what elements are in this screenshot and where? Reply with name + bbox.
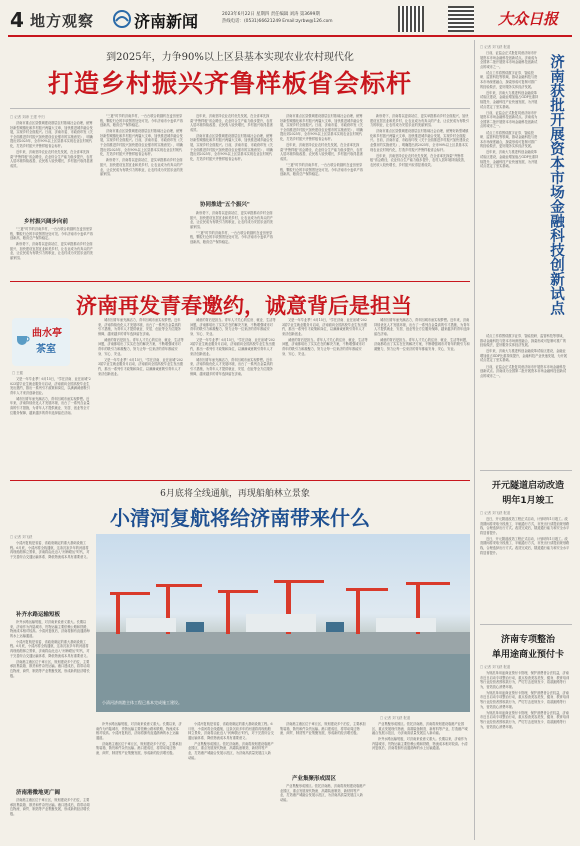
masthead-meta-1: 2023年6月22日 星期四 责任编辑 刘涛 第3699期 [222,12,320,17]
second-column-4 [282,318,368,477]
masthead [0,0,580,40]
paragraph: 济南港主港区位于章丘区，规划建设多个泊位，主要承担集装箱、散货和件杂货运输。港口建成后，将带动周边物流、商贸、制造等产业集聚发展，形成新的经济增长极。 [280,722,366,736]
paragraph: 日前，证监会正式批复同意济南市开展资本市场金融科技创新试点。济南成为全国第二批开展资本市场金融科技创新试点的城市之一。 [480,364,567,378]
paragraph: 试点工作将围绕数字证券、智能投研、监管科技等领域，推动金融科技与资本市场深度融合，探索形成可复制可推广的经验做法，更好服务实体经济发展。 [480,130,538,149]
brief2-headline: 济南专项整治 [500,635,555,645]
paragraph: "三夏"时节的济南乡村，一台台联合收割机在麦田里穿梭，颗粒归仓的丰收图景处处可见。今年济南市小麦单产再创新高，粮食总产保持稳定。 [190,230,273,245]
paragraph: 近日，开元隧道改造工程正式启动，计划明年1月竣工。改造期间将采取分段施工、半幅通行方式，市民出行请提前规划路线，合理选择出行方式。改造完成后，隧道通行能力和安全水平将显著提升。 [480,536,570,555]
section-rule [10,281,470,282]
paragraph: 补齐水路运输短板，对济南来说意义重大。长期以来，济南作为内陆城市，货物运输主要依赖公路和铁路，物流成本相对较高。小清河复航后，济南将拥有直通渤海的水上运输通道。 [372,737,468,751]
paragraph: 近日，开元隧道改造工程正式启动，计划明年1月竣工。改造期间将采取分段施工、半幅通行方式，市民出行请提前规划路线，合理选择出行方式。改造完成后，隧道通行能力和安全水平将显著提升。 [480,517,570,535]
paragraph: 新形势下，济南将以更高站位、更实举措推动乡村全面振兴，加快建设宜居宜业和美乡村，让农业成为有奔头的产业，让农民成为有吸引力的职业，让农村成为安居乐业的美丽家园。 [190,211,273,229]
paragraph: 产业集聚形成固区。依托济南港，济南将规划建设临港产业园区，重点发展现代物流、高端装备制造、新材料等产业，打造港产城融合发展示范区，为济南高质量发展注入新动能。 [188,741,274,760]
port-photo [96,534,470,712]
paragraph: 小清河复航是省委、省政府确定的重大基础设施工程。6月底，小清河将全线通航，这条沉寂多年的河道将再现船舶林立景象，济南将由此迈入"河海联运"时代，对于完善综合交通运输体系、降低物流成本具有重要意义。 [10,639,90,658]
paragraph: 城市因青年而充满活力，青年因城市而实现梦想。近年来，济南持续优化人才发展环境，出台了一系列含金量高的引才措施，为青年人才提供就业、安居、创业等全方位服务保障，越来越多的青年选择留在济南。 [374,318,470,336]
brief1-sub: 明年1月竣工 [502,496,554,506]
lead-column-1 [10,121,94,217]
third-column-3 [188,722,274,842]
third-column-1b [10,620,90,784]
second-column-3 [190,318,276,477]
paragraph: 城市因青年而充满活力，青年因城市而实现梦想。近年来，济南持续优化人才发展环境，出台了一系列含金量高的引才措施，为青年人才提供就业、安居、创业等全方位服务保障，越来越多的青年选择留在济南。 [10,396,90,415]
divider [10,108,470,109]
paragraph: 又是一年毕业季！6月15日，"学在济南、业在泉城"2023届毕业生就业服务月启动，济南面向全国高校毕业生发出邀约，推出一系列引才政策和岗位，以满满诚意吸引青年人才来济创新创业。 [190,337,275,356]
third-headline: 小清河复航将给济南带来什么 [110,506,370,530]
paragraph: 近年来，济南大力推进科创金融改革试验区建设，金融业增加值占GDP比重持续提升，金融科技产业快速发展，为开展试点奠定了坚实基础。 [480,150,539,169]
paragraph: 小清河复航是省委、省政府确定的重大基础设施工程。6月底，小清河将全线通航，这条沉寂多年的河道将再现船舶林立景象，济南将由此迈入"河海联运"时代，对于完善综合交通运输体系、降低物流成本具有重要意义。 [10,541,90,559]
paragraph: 诚意的背后是担当。青年人才关心的住房、就业、生活等问题，济南都给出了实实在在的解决方案，不断增强城市对青年的吸引力和凝聚力，努力让每一位来济的青年都能安身、安心、安业。 [98,337,184,356]
paragraph: "三夏"时节的济南乡村，一台台联合收割机在麦田里穿梭，颗粒归仓的丰收图景处处可见。今年济南市小麦单产再创新高，粮食总产保持稳定。 [10,227,93,241]
paragraph: 为规范单用途商业预付卡管理，保护消费者合法权益，济南市近日启动专项整治行动，重点检查美容美发、健身、教育培训等行业经营者预收款行为，严厉打击违规发卡、卷款跑路等行为，营造放心消费环境。 [480,690,570,709]
masthead-rule [8,35,572,37]
paragraph: "三夏"时节的济南乡村，一台台联合收割机在麦田里穿梭，颗粒归仓的丰收图景处处可见。今年济南市小麦单产再创新高，粮食总产保持稳定。 [100,114,183,128]
second-column-1 [10,377,92,477]
lead-subhead-2: 协同推进"五个振兴" [200,202,250,208]
lead-column-4 [280,114,364,277]
paragraph: 日前，证监会正式批复同意济南市开展资本市场金融科技创新试点。济南成为全国第二批开展资本市场金融科技创新试点的城市之一。 [480,110,538,129]
paragraph: 新形势下，济南将以更高站位、更实举措推动乡村全面振兴，加快建设宜居宜业和美乡村，让农业成为有奔头的产业，让农民成为有吸引力的职业，让农村成为安居乐业的美丽家园。 [10,242,93,261]
brief2-body [480,671,570,841]
column-logo [12,318,70,366]
paragraph: 新形势下，济南将以更高站位、更实举措推动乡村全面振兴，加快建设宜居宜业和美乡村，让农业成为有奔头的产业，让农民成为有吸引力的职业，让农村成为安居乐业的美丽家园。 [370,114,469,128]
paragraph: 又是一年毕业季！6月15日，"学在济南、业在泉城"2023届毕业生就业服务月启动，济南面向全国高校毕业生发出邀约，推出一系列引才政策和岗位，以满满诚意吸引青年人才来济创新创业。 [98,357,183,376]
paragraph: 近年来，济南大力推进科创金融改革试验区建设，金融业增加值占GDP比重持续提升，金融科技产业快速发展，为开展试点奠定了坚实基础。 [480,90,539,109]
paragraph: 小清河复航是省委、省政府确定的重大基础设施工程。6月底，小清河将全线通航，这条沉寂多年的河道将再现船舶林立景象，济南将由此迈入"河海联运"时代，对于完善综合交通运输体系、降低物流成本具有重要意义。 [188,722,274,740]
paragraph: 近年来，济南大力推进科创金融改革试验区建设，金融业增加值占GDP比重持续提升，金融科技产业快速发展，为开展试点奠定了坚实基础。 [480,349,567,363]
paragraph: 近年来，济南坚持农业农村优先发展，在全省率先探索"齐鲁样板"省会路径，农业综合生产能力稳步提升，农村人居环境持续改善，农民收入较快增长，乡村振兴取得显著成效。 [10,150,93,168]
paragraph: 日前，证监会正式批复同意济南市开展资本市场金融科技创新试点。济南成为全国第二批开展资本市场金融科技创新试点的城市之一。 [480,51,538,69]
section-rule [10,480,470,481]
third-subhead-1: 补齐水路运输短板 [16,612,61,618]
lead-byline: □ 记者 刘涛 王建 中归 [10,115,45,119]
second-column-2 [98,318,184,477]
paragraph: 补齐水路运输短板，对济南来说意义重大。长期以来，济南作为内陆城市，货物运输主要依赖公路和铁路，物流成本相对较高。小清河复航后，济南将拥有直通渤海的水上运输通道。 [96,722,182,740]
brief1-byline: □ 记者 刘飞跃 报道 [480,511,511,515]
paragraph: 又是一年毕业季！6月15日，"学在济南、业在泉城"2023届毕业生就业服务月启动，济南面向全国高校毕业生发出邀约，推出一系列引才政策和岗位，以满满诚意吸引青年人才来济创新创业。 [10,377,91,395]
third-column-5 [372,722,470,842]
paragraph: 诚意的背后是担当。青年人才关心的住房、就业、生活等问题，济南都给出了实实在在的解决方案，不断增强城市对青年的吸引力和凝聚力，努力让每一位来济的青年都能安身、安心、安业。 [374,337,470,352]
paragraph: 近年来，济南坚持农业农村优先发展，在全省率先探索"齐鲁样板"省会路径，农业综合生产能力稳步提升，农村人居环境持续改善，农民收入较快增长，乡村振兴取得显著成效。 [280,143,363,161]
column-divider [474,40,475,840]
column-logo-line1: 曲水亭 [32,328,62,339]
divider [480,624,572,625]
teacup-icon [15,330,31,346]
paragraph: 诚意的背后是担当。青年人才关心的住房、就业、生活等问题，济南都给出了实实在在的解决方案，不断增强城市对青年的吸引力和凝聚力，努力让每一位来济的青年都能安身、安心、安业。 [190,318,276,336]
photo-caption: 小清河济南港主体工程已基本完成施工建设。 [102,700,182,705]
right-byline: □ 记者 刘飞跃 报道 [480,45,511,49]
second-column-5 [374,318,470,477]
paragraph: 又是一年毕业季！6月15日，"学在济南、业在泉城"2023届毕业生就业服务月启动，济南面向全国高校毕业生发出邀约，推出一系列引才政策和岗位，以满满诚意吸引青年人才来济创新创业。 [282,318,367,336]
paragraph: 为规范单用途商业预付卡管理，保护消费者合法权益，济南市近日启动专项整治行动，重点检查美容美发、健身、教育培训等行业经营者预收款行为，严厉打击违规发卡、卷款跑路等行为，营造放心消费环境。 [480,671,570,689]
paragraph: 济南港主港区位于章丘区，规划建设多个泊位，主要承担集装箱、散货和件杂货运输。港口建成后，将带动周边物流、商贸、制造等产业集聚发展，形成新的经济增长极。 [10,659,90,678]
paragraph: 济南市重点区县强调建设基层农村基础社会治理，统筹好新型城镇化和乡村振兴两篇大文章，加快推进城乡融合发展，实现乡村全面振兴。日前，济南市委、市政府印发《关于全面推进乡村振兴加快建设农业强市的实施意见》，明确提出到2025年，全市90%以上区县基本实现农业农村现代化，打造乡村振兴齐鲁样板省会标杆。 [10,121,93,148]
third-subhead-3: 产业集聚形成固区 [292,776,337,782]
lead-column-3 [190,114,274,198]
lead-column-2 [100,114,184,277]
column-logo-line2: 茶室 [36,344,56,355]
third-subhead-2: 济南港微地更广阔 [16,790,61,796]
paragraph: 济南港主港区位于章丘区，规划建设多个泊位，主要承担集装箱、散货和件杂货运输。港口建成后，将带动周边物流、商贸、制造等产业集聚发展，形成新的经济增长极。 [10,798,90,816]
right-column-a [480,51,540,331]
lead-column-1b [10,227,94,277]
second-byline: □ 王健 [12,371,24,375]
paragraph: 补齐水路运输短板，对济南来说意义重大。长期以来，济南作为内陆城市，货物运输主要依赖公路和铁路，物流成本相对较高。小清河复航后，济南将拥有直通渤海的水上运输通道。 [10,620,90,638]
paragraph: 诚意的背后是担当。青年人才关心的住房、就业、生活等问题，济南都给出了实实在在的解决方案，不断增强城市对青年的吸引力和凝聚力，努力让每一位来济的青年都能安身、安心、安业。 [282,337,368,356]
subsection-title: 济南新闻 [134,12,199,31]
brief1-headline: 开元隧道启动改造 [491,481,564,491]
third-column-2 [96,722,182,842]
paragraph: "三夏"时节的济南乡村，一台台联合收割机在麦田里穿梭，颗粒归仓的丰收图景处处可见。今年济南市小麦单产再创新高，粮食总产保持稳定。 [280,162,363,177]
lead-headline: 打造乡村振兴齐鲁样板省会标杆 [47,69,412,98]
section-emblem-icon [112,9,132,29]
page-number: 4 [10,8,24,32]
paragraph: 试点工作将围绕数字证券、智能投研、监管科技等领域，推动金融科技与资本市场深度融合，探索形成可复制可推广的经验做法，更好服务实体经济发展。 [480,334,567,348]
third-column-4b [280,784,366,842]
paragraph: 新形势下，济南将以更高站位、更实举措推动乡村全面振兴，加快建设宜居宜业和美乡村，让农业成为有奔头的产业，让农民成为有吸引力的职业，让农村成为安居乐业的美丽家园。 [100,158,183,177]
masthead-meta-2: 热线电话：(0531)66621249 Email:zyrbw@126.com [222,19,333,24]
lead-kicker: 到2025年，力争90%以上区县基本实现农业农村现代化 [106,52,354,63]
right-column-b [480,334,568,468]
divider [480,470,572,471]
port-scene [96,534,470,712]
third-column-1 [10,541,90,607]
paragraph: 产业集聚形成固区。依托济南港，济南将规划建设临港产业园区，重点发展现代物流、高端装备制造、新材料等产业，打造港产城融合发展示范区，为济南高质量发展注入新动能。 [372,722,468,736]
lead-subhead-1: 乡村振兴阔步向前 [24,219,69,225]
section-title: 地方观察 [30,12,95,30]
paragraph: 为规范单用途商业预付卡管理，保护消费者合法权益，济南市近日启动专项整治行动，重点检查美容美发、健身、教育培训等行业经营者预收款行为，严厉打击违规发卡、卷款跑路等行为，营造放心消费环境。 [480,710,570,729]
right-headline: 济南获批开展资本市场金融科技创新试点 [548,54,564,315]
qr-code-icon [448,6,474,32]
lead-column-5 [370,114,470,277]
third-column-1c [10,798,90,842]
paragraph: 近年来，济南坚持农业农村优先发展，在全省率先探索"齐鲁样板"省会路径，农业综合生产能力稳步提升，农村人居环境持续改善，农民收入较快增长，乡村振兴取得显著成效。 [190,114,273,132]
photo-byline: □ 记者 刘飞跃 报道 [380,716,411,720]
paragraph: 济南市重点区县强调建设基层农村基础社会治理，统筹好新型城镇化和乡村振兴两篇大文章，加快推进城乡融合发展，实现乡村全面振兴。日前，济南市委、市政府印发《关于全面推进乡村振兴加快建设农业强市的实施意见》，明确提出到2025年，全市90%以上区县基本实现农业农村现代化，打造乡村振兴齐鲁样板省会标杆。 [190,133,273,161]
second-headline: 济南再发青春邀约，诚意背后是担当 [76,294,412,318]
brief2-byline: □ 记者 刘飞跃 报道 [480,665,511,669]
brief1-body [480,517,570,619]
third-kicker: 6月底将全线通航，再现船舶林立景象 [160,489,310,499]
paragraph: 济南市重点区县强调建设基层农村基础社会治理，统筹好新型城镇化和乡村振兴两篇大文章，加快推进城乡融合发展，实现乡村全面振兴。日前，济南市委、市政府印发《关于全面推进乡村振兴加快建设农业强市的实施意见》，明确提出到2025年，全市90%以上区县基本实现农业农村现代化，打造乡村振兴齐鲁样板省会标杆。 [370,129,469,152]
newspaper-logo: 大众日报 [498,10,559,28]
lead-column-3b [190,211,274,277]
third-column-4a [280,722,366,772]
paragraph: 济南市重点区县强调建设基层农村基础社会治理，统筹好新型城镇化和乡村振兴两篇大文章，加快推进城乡融合发展，实现乡村全面振兴。日前，济南市委、市政府印发《关于全面推进乡村振兴加快建设农业强市的实施意见》，明确提出到2025年，全市90%以上区县基本实现农业农村现代化，打造乡村振兴齐鲁样板省会标杆。 [100,129,183,157]
paragraph: 产业集聚形成固区。依托济南港，济南将规划建设临港产业园区，重点发展现代物流、高端装备制造、新材料等产业，打造港产城融合发展示范区，为济南高质量发展注入新动能。 [280,784,366,802]
third-byline: □ 记者 刘飞跃 [10,535,33,539]
qr-code-icon [398,6,424,32]
paragraph: 试点工作将围绕数字证券、智能投研、监管科技等领域，推动金融科技与资本市场深度融合，探索形成可复制可推广的经验做法，更好服务实体经济发展。 [480,70,538,89]
paragraph: 城市因青年而充满活力，青年因城市而实现梦想。近年来，济南持续优化人才发展环境，出台了一系列含金量高的引才措施，为青年人才提供就业、安居、创业等全方位服务保障，越来越多的青年选择留在济南。 [190,357,273,376]
paragraph: 城市因青年而充满活力，青年因城市而实现梦想。近年来，济南持续优化人才发展环境，出台了一系列含金量高的引才措施，为青年人才提供就业、安居、创业等全方位服务保障，越来越多的青年选择留在济南。 [98,318,181,336]
brief2-sub: 单用途商业预付卡 [491,650,564,660]
paragraph: 济南港主港区位于章丘区，规划建设多个泊位，主要承担集装箱、散货和件杂货运输。港口建成后，将带动周边物流、商贸、制造等产业集聚发展，形成新的经济增长极。 [96,741,182,756]
paragraph: 济南市重点区县强调建设基层农村基础社会治理，统筹好新型城镇化和乡村振兴两篇大文章，加快推进城乡融合发展，实现乡村全面振兴。日前，济南市委、市政府印发《关于全面推进乡村振兴加快建设农业强市的实施意见》，明确提出到2025年，全市90%以上区县基本实现农业农村现代化，打造乡村振兴齐鲁样板省会标杆。 [280,114,363,141]
paragraph: 近年来，济南坚持农业农村优先发展，在全省率先探索"齐鲁样板"省会路径，农业综合生产能力稳步提升，农村人居环境持续改善，农民收入较快增长，乡村振兴取得显著成效。 [370,153,468,167]
